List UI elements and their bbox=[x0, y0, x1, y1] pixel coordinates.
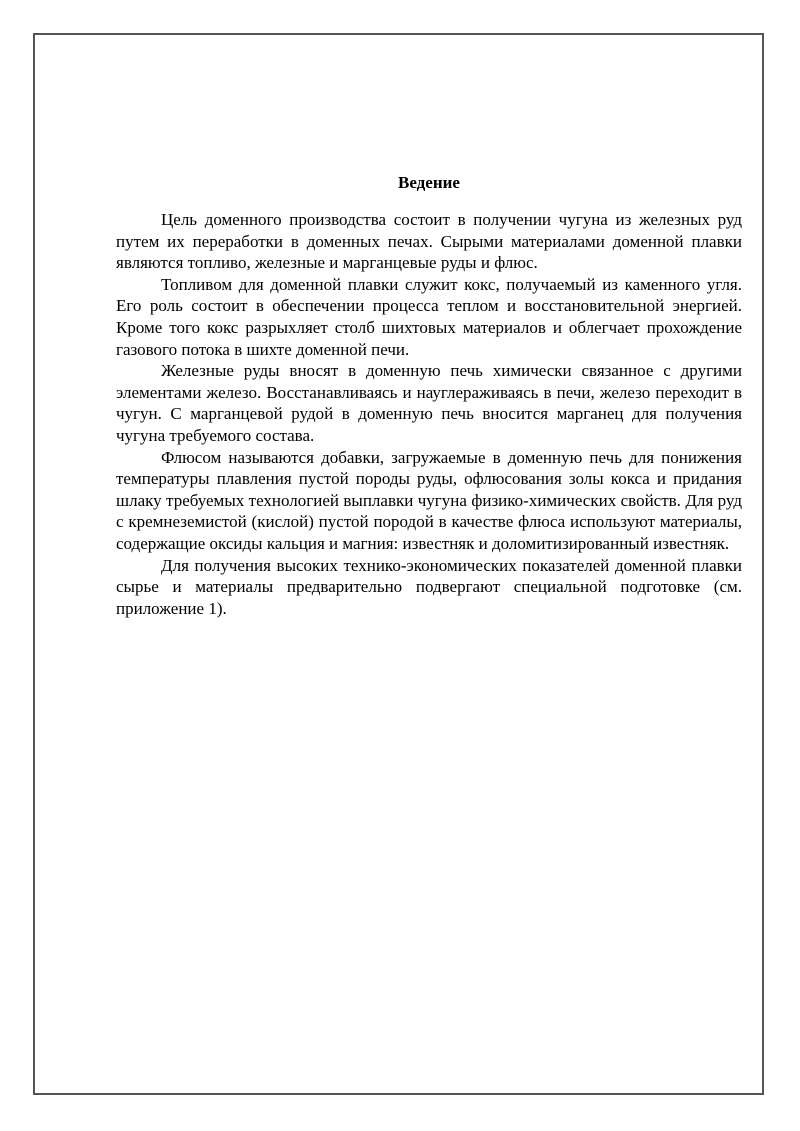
document-body bbox=[116, 172, 742, 619]
paragraph-1: Цель доменного производства состоит в получении чугуна из железных руд путем их переработки в доменных печах. Сырыми материалами доменной плавки являются топливо, железные и марганцевые руды и флюс. bbox=[116, 210, 742, 273]
paragraph-3: Железные руды вносят в доменную печь химически связанное с другими элементами железо. Восстанавливаясь и науглераживаясь в печи, железо переходит в чугун. С марганцевой рудой в доменную печь вносится марганец для получения чугуна требуемого состава. bbox=[116, 361, 742, 445]
paragraph-4: Флюсом называются добавки, загружаемые в доменную печь для понижения температуры плавления пустой породы руды, офлюсования золы кокса и придания шлаку требуемых технологией выплавки чугуна физико-химических свойств. Для руд с кремнеземистой (кислой) пустой породой в качестве флюса используют материалы, содержащие оксиды кальция и магния: известняк и доломитизированный известняк. bbox=[116, 447, 742, 553]
document-heading: Ведение bbox=[398, 173, 460, 192]
paragraph-2: Топливом для доменной плавки служит кокс, получаемый из каменного угля. Его роль состоит в обеспечении процесса теплом и восстановительной энергией. Кроме того кокс разрыхляет столб шихтовых материалов и облегчает прохождение газового потока в шихте доменной печи. bbox=[116, 274, 742, 359]
paragraph-5: Для получения высоких технико-экономических показателей доменной плавки сырье и материалы предварительно подвергают специальной подготовке (см. приложение 1). bbox=[116, 555, 742, 618]
